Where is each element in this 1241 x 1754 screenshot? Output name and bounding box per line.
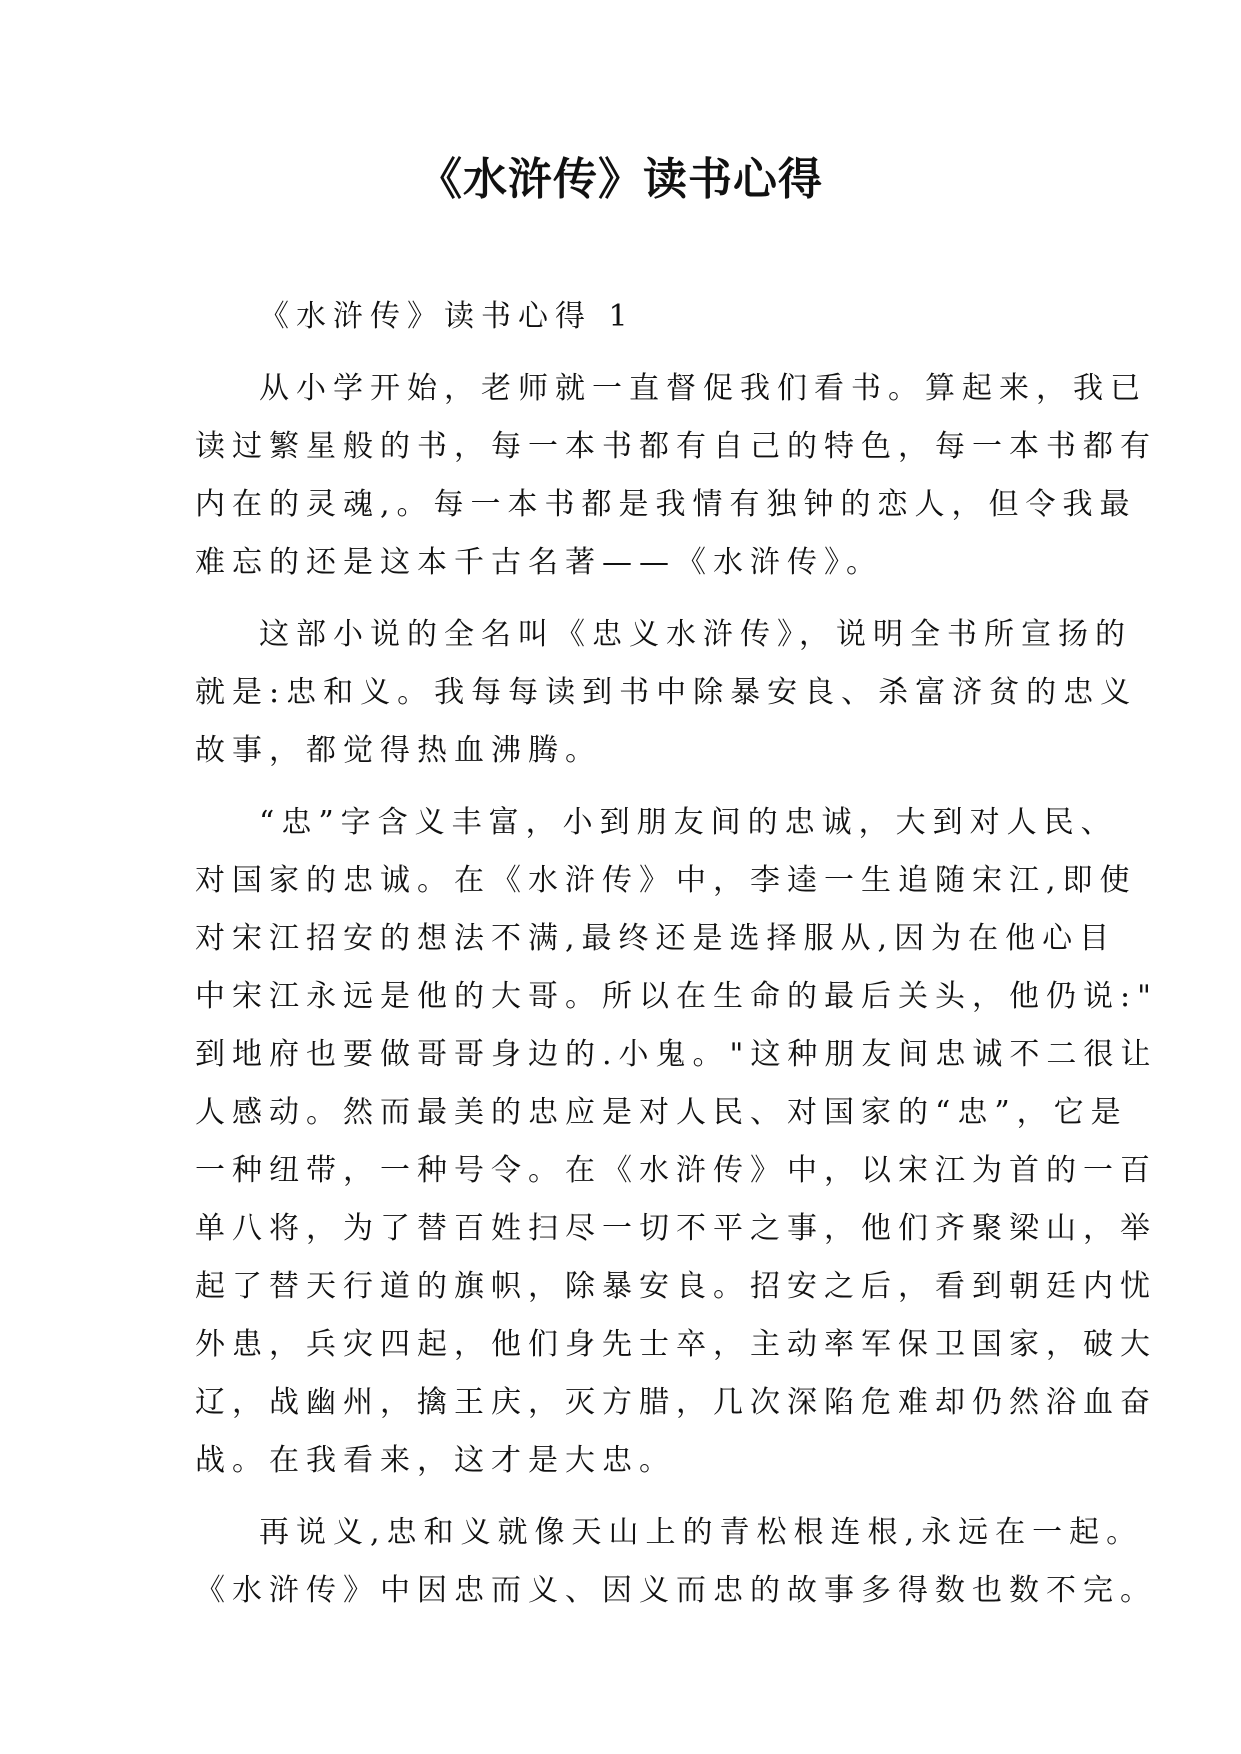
paragraph-gap — [195, 346, 1070, 360]
document-body — [195, 288, 1158, 1620]
paragraph-gap — [195, 592, 1070, 606]
text-line: 到地府也要做哥哥身边的.小鬼。"这种朋友间忠诚不二很让 — [195, 1037, 1158, 1072]
text-line: 起了替天行道的旗帜，除暴安良。招安之后，看到朝廷内忧 — [195, 1269, 1157, 1304]
text-line: 对国家的忠诚。在《水浒传》中，李逵一生追随宋江,即使 — [195, 863, 1137, 898]
text-line: 中宋江永远是他的大哥。所以在生命的最后关头，他仍说:" — [195, 979, 1158, 1014]
text-line: 难忘的还是这本千古名著——《水浒传》。 — [195, 545, 883, 580]
text-line: 外患，兵灾四起，他们身先士卒，主动率军保卫国家，破大 — [195, 1327, 1157, 1362]
text-line: 《水浒传》中因忠而义、因义而忠的故事多得数也数不完。 — [195, 1573, 1157, 1608]
text-line: 《水浒传》读书心得 1 — [259, 299, 635, 334]
text-line: “忠”字含义丰富，小到朋友间的忠诚，大到对人民、 — [259, 805, 1118, 840]
text-line: 辽，战幽州，擒王庆，灭方腊，几次深陷危难却仍然浴血奋 — [195, 1385, 1157, 1420]
text-line: 人感动。然而最美的忠应是对人民、对国家的“忠”，它是 — [195, 1095, 1128, 1130]
text-line: 这部小说的全名叫《忠义水浒传》，说明全书所宣扬的 — [259, 617, 1132, 652]
text-line: 读过繁星般的书，每一本书都有自己的特色，每一本书都有 — [195, 429, 1157, 464]
document-title: 《水浒传》读书心得 — [418, 154, 823, 205]
text-line: 战。在我看来，这才是大忠。 — [195, 1443, 676, 1478]
paragraph-gap — [195, 1490, 1070, 1504]
text-line: 从小学开始，老师就一直督促我们看书。算起来，我已 — [259, 371, 1147, 406]
text-line: 单八将，为了替百姓扫尽一切不平之事，他们齐聚梁山，举 — [195, 1211, 1157, 1246]
text-line: 就是:忠和义。我每每读到书中除暴安良、杀富济贫的忠义 — [195, 675, 1138, 710]
text-line: 故事，都觉得热血沸腾。 — [195, 733, 602, 768]
text-line: 对宋江招安的想法不满,最终还是选择服从,因为在他心目 — [195, 921, 1117, 956]
text-line: 内在的灵魂,。每一本书都是我情有独钟的恋人，但令我最 — [195, 487, 1137, 522]
text-line: 再说义,忠和义就像天山上的青松根连根,永远在一起。 — [259, 1515, 1144, 1550]
paragraph-gap — [195, 780, 1070, 794]
text-line: 一种纽带，一种号令。在《水浒传》中，以宋江为首的一百 — [195, 1153, 1157, 1188]
